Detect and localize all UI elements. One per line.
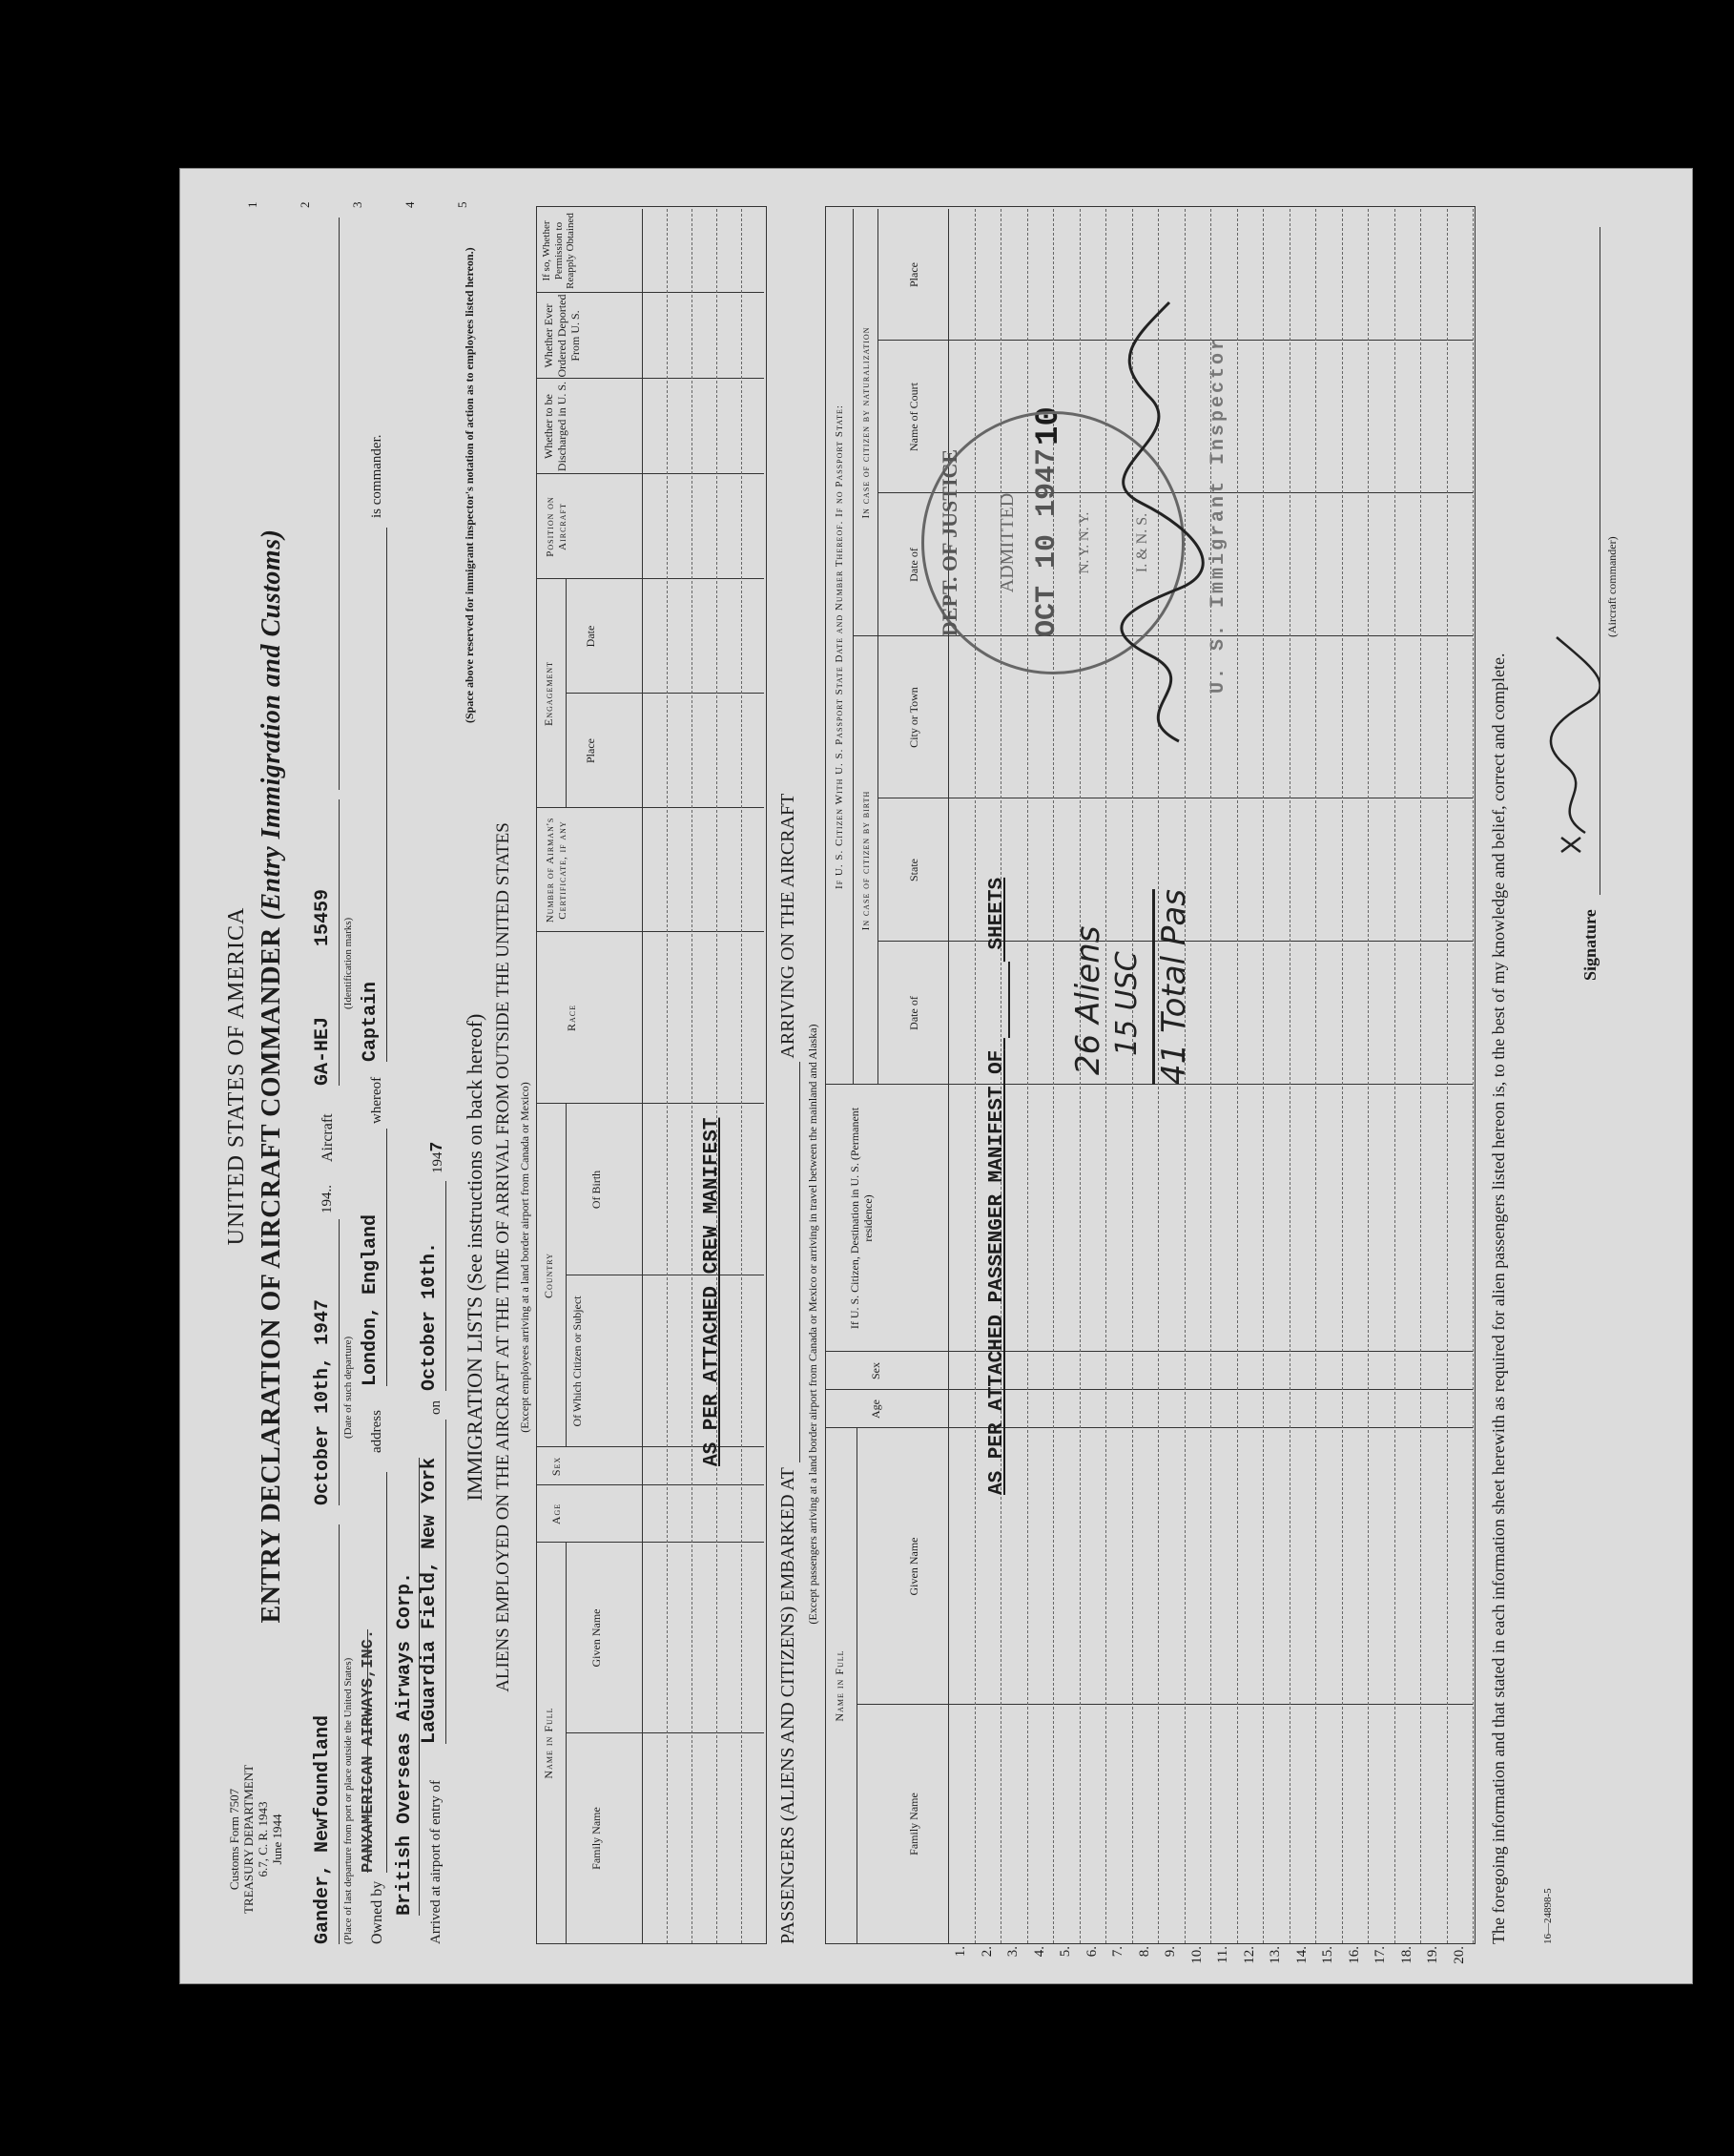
stamp-status: ADMITTED <box>996 492 1018 593</box>
departure-place-caption: (Place of last departure from port or place outside the United States) <box>341 1657 354 1944</box>
commander-name: Captain <box>359 981 382 1062</box>
crew-col-rule <box>537 931 764 932</box>
pax-destination-header: If U. S. Citizen, Destination in U. S. (Permanent residence) <box>847 1107 875 1330</box>
pax-row-number: 20. <box>1451 1946 1466 1964</box>
crew-col-rule <box>537 578 764 579</box>
pax-row-number: 16. <box>1346 1946 1361 1964</box>
form-title <box>257 523 287 1629</box>
pax-row-number: 19. <box>1424 1946 1440 1964</box>
departure-date: October 10th, 1947 <box>311 1298 334 1505</box>
pax-given-name-header: Given Name <box>906 1537 920 1596</box>
pax-col-rule <box>826 1351 1473 1352</box>
owner-line <box>360 1472 387 1873</box>
pax-passport-header: If U. S. Citizen With U. S. Passport State Date and Number Thereof. If no Passport State: <box>833 404 845 889</box>
owner-label: Owned by <box>368 1880 385 1944</box>
signature-line <box>1561 227 1600 895</box>
arrival-year <box>428 1142 447 1173</box>
pax-row-rule <box>1341 209 1342 1943</box>
crew-body-rule <box>642 209 643 1943</box>
edge-number: 2 <box>297 201 312 208</box>
rotated-form <box>207 179 1666 1973</box>
pax-row-number: 13. <box>1267 1946 1283 1964</box>
pax-row-rule <box>1420 209 1421 1943</box>
commander-signature <box>1542 628 1600 857</box>
inspector-caption: U. S. Immigrant Inspector <box>1207 335 1229 694</box>
pax-birth-date-header: Date of <box>906 996 920 1030</box>
pax-row-number: 10. <box>1188 1946 1204 1964</box>
edge-number: 5 <box>454 201 469 208</box>
immigration-title: IMMIGRATION LISTS (See instructions on back hereof) <box>462 1013 486 1502</box>
crew-row-rule <box>716 209 717 1943</box>
pax-row-number: 12. <box>1241 1946 1256 1964</box>
arrival-airport: LaGuardia Field, New York <box>418 1457 441 1744</box>
arrival-date: October 10th. <box>418 1241 441 1391</box>
pax-row-rule <box>1289 209 1290 1943</box>
arrival-date-line <box>419 1181 446 1391</box>
pax-row-number: 11. <box>1214 1946 1230 1964</box>
address-line <box>360 1129 387 1386</box>
pax-row-number: 17. <box>1372 1946 1388 1964</box>
pax-sex-header: Sex <box>868 1362 882 1379</box>
crew-place-header: Place <box>583 738 597 763</box>
certification-text: The foregoing information and that stated in each information sheet herewith as required for alien passengers listed hereon is, to the best of my knowledge and belief, correct and complete. <box>1488 653 1508 1944</box>
pax-header-rule <box>853 209 854 1085</box>
pax-row-rule <box>1393 209 1394 1943</box>
pax-manifest-prefix: AS PER ATTACHED PASSENGER MANIFEST OF <box>985 1049 1008 1495</box>
aircraft-number: 15459 <box>311 888 334 946</box>
edge-number: 1 <box>244 201 259 208</box>
crew-age-header: Age <box>548 1503 563 1525</box>
form-identification <box>228 1734 285 1944</box>
sheets-blank <box>986 962 1010 1038</box>
handwritten-total: 41 Total Pas <box>1154 889 1193 1085</box>
crew-sex-header: Sex <box>548 1456 563 1477</box>
passengers-title <box>777 794 800 1944</box>
crew-name-in-full-header: Name in Full <box>541 1707 555 1779</box>
pax-name-in-full-header: Name in Full <box>832 1649 846 1722</box>
crew-header-rule <box>566 1543 567 1943</box>
edge-line-numbers <box>226 202 488 209</box>
pax-row-number: 6. <box>1084 1946 1099 1958</box>
owner-name: British Overseas Airways Corp. <box>393 1571 416 1916</box>
pax-row-rule <box>1446 209 1447 1943</box>
pax-row-number: 2. <box>979 1946 994 1958</box>
pax-row-number: 8. <box>1136 1946 1151 1958</box>
stamp-date: OCT 10 1947 <box>1030 447 1063 638</box>
passengers-title-start: PASSENGERS (ALIENS AND CITIZENS) EMBARKED AT <box>776 1467 798 1944</box>
crew-discharged-header: Whether to be Discharged in U. S. <box>541 381 568 472</box>
pax-family-name-header: Family Name <box>906 1793 920 1855</box>
pax-col-rule <box>826 1084 1473 1085</box>
crew-cert-header: Number of Airman's Certificate, if any <box>544 817 568 923</box>
owner-address: London, England <box>359 1213 382 1386</box>
form-date: June 1944 <box>269 1814 284 1865</box>
pax-col-rule <box>826 1389 1473 1390</box>
arrival-year-prefix: 194 <box>429 1151 445 1173</box>
pax-by-naturalization-header: In case of citizen by naturalization <box>859 326 872 519</box>
departure-date-line <box>312 1219 340 1505</box>
pax-row-rule <box>1315 209 1316 1943</box>
aircraft-extra-line <box>312 218 340 790</box>
arrival-year-digit: 7 <box>427 1141 447 1152</box>
form-title-sub: (Entry Immigration and Customs) <box>256 529 286 921</box>
crew-given-name-header: Given Name <box>588 1608 603 1668</box>
pax-row-number: 15. <box>1319 1946 1335 1964</box>
aliens-subtitle: (Except employees arriving at a land border airport from Canada or Mexico) <box>517 1082 531 1433</box>
signature-label: Signature <box>1579 909 1600 981</box>
pax-row-number: 14. <box>1293 1946 1309 1964</box>
aircraft-marks-line <box>312 799 340 1086</box>
pax-nat-date-header: Date of <box>906 548 920 582</box>
crew-col-rule <box>537 807 764 808</box>
departure-date-caption: (Date of such departure) <box>341 1336 354 1439</box>
pax-age-header: Age <box>868 1399 882 1419</box>
stamp-ring-bottom: I. & N. S. <box>1133 512 1150 573</box>
pax-row-number: 9. <box>1162 1946 1178 1958</box>
crew-header-rule <box>566 579 567 808</box>
pax-row-rule <box>1473 209 1474 1943</box>
print-code: 16—24898-5 <box>1541 1888 1554 1944</box>
crew-row-rule <box>741 209 742 1943</box>
form-department: TREASURY DEPARTMENT <box>240 1764 256 1915</box>
arrival-airport-line <box>419 1420 446 1744</box>
inspector-signature-scrawl <box>1112 255 1217 751</box>
passengers-title-end: ARRIVING ON THE AIRCRAFT <box>776 793 798 1059</box>
aircraft-label: Aircraft <box>319 1113 336 1162</box>
crew-col-rule <box>537 1542 764 1543</box>
pax-by-birth-header: In case of citizen by birth <box>859 790 872 931</box>
pax-row-number: 1. <box>952 1946 968 1958</box>
stamp-ring-top: DEPT. OF JUSTICE <box>937 448 961 637</box>
pax-manifest-suffix: SHEETS <box>985 877 1008 950</box>
crew-permission-header: If so, Whether Permission to Reapply Obtained <box>540 213 576 289</box>
departure-place: Gander, Newfoundland <box>311 1714 334 1944</box>
country-heading: UNITED STATES OF AMERICA <box>223 906 249 1246</box>
passengers-subtitle: (Except passengers arriving at a land border airport from Canada or Mexico or arriving in travel between the mainland and Alaska) <box>805 1024 819 1625</box>
pax-state-header: State <box>906 859 920 881</box>
address-label: address <box>368 1410 384 1453</box>
owner-name-line <box>394 1458 420 1916</box>
pax-row-number: 4. <box>1031 1946 1046 1958</box>
pax-row-number: 7. <box>1109 1946 1125 1958</box>
arrival-on-label: on <box>427 1400 444 1415</box>
pax-row-number: 3. <box>1004 1946 1021 1958</box>
crew-country-header: Country <box>541 1253 555 1298</box>
owner-struck: PANXAMERICAN AIRWAYS,INC. <box>359 1628 378 1873</box>
crew-header-rule <box>566 1104 567 1447</box>
form-number: Customs Form 7507 <box>226 1788 241 1891</box>
handwritten-usc: 15 USC <box>1109 951 1144 1056</box>
crew-birth-header: Of Birth <box>588 1170 603 1210</box>
edge-number: 3 <box>349 201 364 208</box>
pax-city-header: City or Town <box>906 687 920 748</box>
crew-table <box>536 206 767 1944</box>
aliens-title: ALIENS EMPLOYED ON THE AIRCRAFT AT THE TIME OF ARRIVAL FROM OUTSIDE THE UNITED STATES <box>492 822 513 1692</box>
stamp-city: N. Y. N. Y. <box>1076 511 1092 574</box>
pax-col-rule <box>826 1427 1473 1428</box>
pax-place-header: Place <box>906 262 920 287</box>
crew-position-header: Position on Aircraft <box>544 496 568 557</box>
commander-line <box>360 528 387 1062</box>
form-title-main: ENTRY DECLARATION OF AIRCRAFT COMMANDER <box>256 927 286 1624</box>
crew-engagement-header: Engagement <box>541 661 555 726</box>
document-sheet <box>179 168 1693 1984</box>
crew-race-header: Race <box>564 1005 578 1032</box>
crew-date-header: Date <box>583 625 597 648</box>
pax-manifest-note <box>986 878 1010 1495</box>
crew-col-rule <box>537 1484 764 1485</box>
whereof-label: whereof <box>368 1076 384 1124</box>
inspector-note: (Space above reserved for immigrant inspector's notation of action as to employees listed hereon.) <box>462 247 476 723</box>
pax-row-rule <box>1263 209 1264 1943</box>
pax-row-rule <box>1368 209 1369 1943</box>
crew-deported-header: Whether Ever Ordered Deported From U. S. <box>541 294 582 378</box>
arrival-label: Arrived at airport of entry of <box>427 1779 444 1944</box>
edge-number: 4 <box>402 201 417 208</box>
pax-court-header: Name of Court <box>906 383 920 451</box>
handwritten-aliens: 26 Aliens <box>1068 925 1107 1075</box>
departure-place-line <box>312 1524 340 1944</box>
marks-caption: (Identification marks) <box>341 917 354 1009</box>
passenger-table <box>825 206 1476 1944</box>
form-regulation: 6.7, C. R. 1943 <box>255 1801 270 1877</box>
crew-manifest-note: AS PER ATTACHED CREW MANIFEST <box>700 1117 723 1466</box>
year-prefix: 194.. <box>319 1185 335 1213</box>
crew-col-rule <box>537 473 764 474</box>
aircraft-marks: GA-HEJ <box>311 1016 334 1086</box>
handwritten-count: 10 <box>1030 406 1067 446</box>
crew-family-name-header: Family Name <box>588 1807 603 1870</box>
crew-row-rule <box>667 209 668 1943</box>
crew-citizen-header: Of Which Citizen or Subject <box>569 1296 584 1427</box>
commander-suffix: is commander. <box>368 434 384 518</box>
pax-row-number: 18. <box>1398 1946 1414 1964</box>
pax-row-number: 5. <box>1057 1946 1073 1958</box>
embarked-blank <box>777 1063 800 1463</box>
signature-caption: (Aircraft commander) <box>1604 536 1619 637</box>
pax-row-rule <box>1236 209 1237 1943</box>
